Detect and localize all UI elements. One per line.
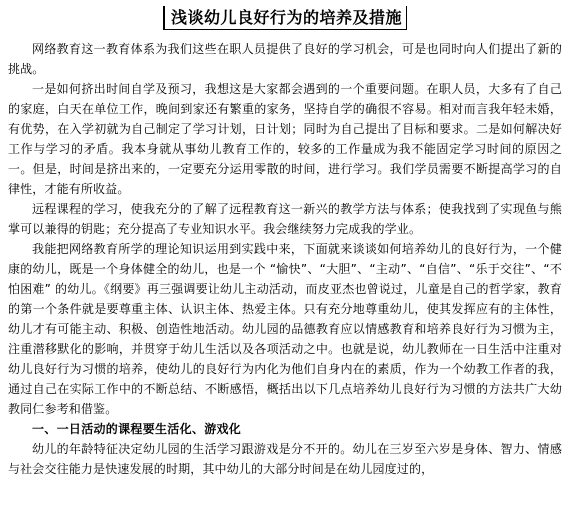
paragraph-time-management: 一是如何挤出时间自学及预习，我想这是大家都会遇到的一个重要问题。在职人员，大多有了自己的家庭，白天在单位工作，晚间到家还有繁重的家务，坚持自学的确很不容易。相对而言我年轻未婚，有优势，在入学初就为自己制定了学习计划，日计划；同时为自己提出了目标和要求。二是如何解决好工作与学习的矛盾。我本身就从事幼儿教育工作的，较多的工作量成为我不能固定学习时间的原因之一。但是，时间是挤出来的，一定要充分运用零散的时间，进行学习。我们学员需要不断提高学习的自律性，才能有所收益。: [8, 82, 562, 196]
paragraph-theory-practice: 我能把网络教育所学的理论知识运用到实践中来，下面就来谈谈如何培养幼儿的良好行为，一个健康的幼儿，既是一个身体健全的幼儿，也是一个 “愉快”、“大胆”、“主动”、“自信”、“乐于交往”、“不怕困难” 的幼儿。《纲要》再三强调要让幼儿主动活动，而皮亚杰也曾说过，儿童是自己的哲学家，教育的第一个条件就是要尊重主体、认识主体、热爱主体。只有充分地尊重幼儿，使其发挥应有的主体性，幼儿才有可能主动、积极、创造性地活动。幼儿园的品德教育应以情感教育和培养良好行为习惯为主，注重潜移默化的影响，并贯穿于幼儿生活以及各项活动之中。也就是说，幼儿教师在一日生活中注重对幼儿良好行为习惯的培养，使幼儿的良好行为内化为他们自身内在的素质，作为一个幼教工作者的我，通过自己在实际工作中的不断总结、不断感悟，概括出以下几点培养幼儿良好行为习惯的方法共广大幼教同仁参考和借鉴。: [8, 242, 562, 416]
title-container: [8, 6, 562, 32]
paragraph-section-body: 幼儿的年龄特征决定幼儿园的生活学习跟游戏是分不开的。幼儿在三岁至六岁是身体、智力、情感与社会交往能力是快速发展的时期，其中幼儿的大部分时间是在幼儿园度过的，: [8, 442, 562, 476]
paragraph-remote-learning: 远程课程的学习，使我充分的了解了远程教育这一新兴的教学方法与体系；使我找到了实现鱼与熊掌可以兼得的钥匙；充分提高了专业知识水平。我会继续努力完成我的学业。: [8, 202, 562, 236]
section-heading: 一、一日活动的课程要生活化、游戏化: [32, 422, 242, 436]
document-title: 浅谈幼儿良好行为的培养及措施: [163, 6, 407, 30]
paragraph-intro: 网络教育这一教育体系为我们这些在职人员提供了良好的学习机会，可是也同时向人们提出了新的挑战。: [8, 42, 562, 76]
